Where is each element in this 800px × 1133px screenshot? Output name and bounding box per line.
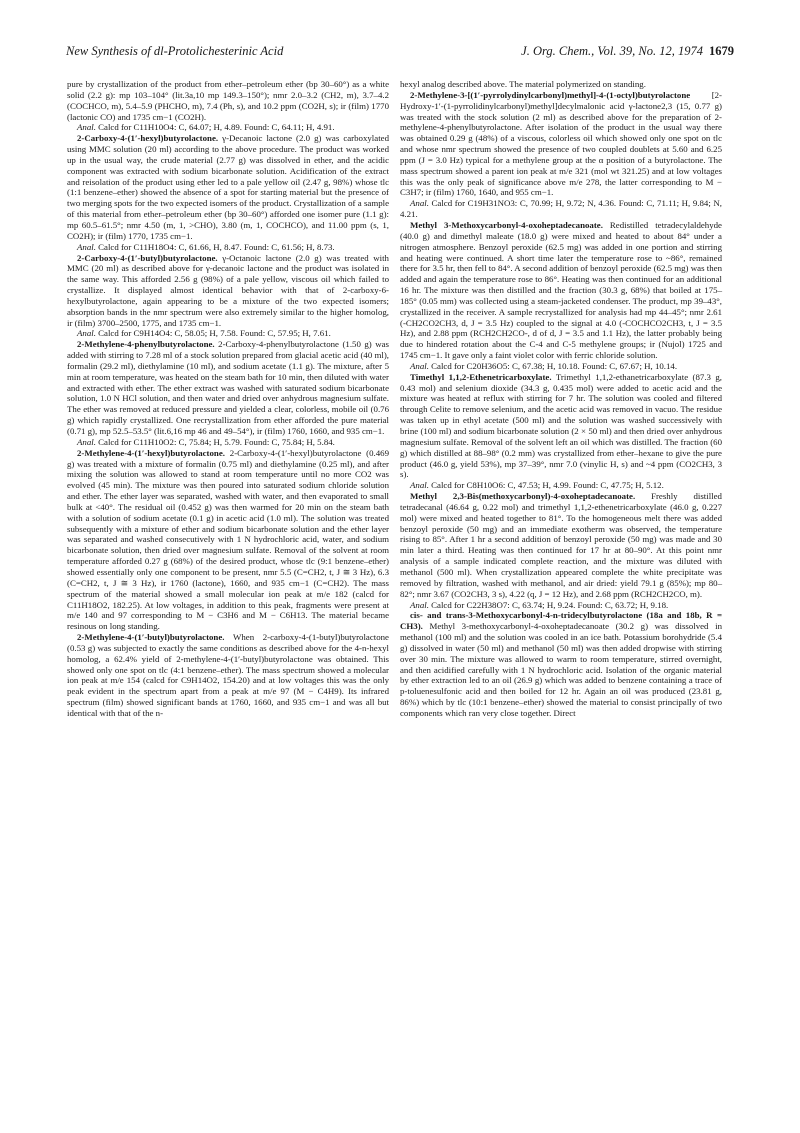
analysis-text: Calcd for C8H10O6: C, 47.53; H, 4.99. Found: C, 47.75; H, 5.12. [431, 480, 664, 491]
procedure-text: Trimethyl 1,1,2-ethanetricarboxylate (87.3 g, 0.43 mol) and selenium dioxide (34.3 g, 0.435 mol) were added to acetic acid and the mixture was heated at reflux with stirring for 7 hr. The solution was cooled and filtered through Celite to remove selenium, and the acetic acid was removed in vacuo. The residue was taken up in ethyl acetate (500 ml) and the solution was washed successively with brine (100 ml) and sodium bicarbonate solution (2 × 50 ml) and then dried over anhydrous magnesium sulfate. Removal of the solvent left an oil which was distilled. The fraction (60 g) which distilled at 88–98° (0.2 mm) was crystallized from ether–hexane to give the pure product (46.0 g, yield 53%), mp 37–39°, nmr 7.0 (vinylic H, s) and ~4 ppm (CO2CH3, 3 s). [400, 371, 722, 480]
right-column [400, 79, 722, 719]
section-paragraph [67, 632, 389, 719]
analysis-text: Calcd for C11H10O4: C, 64.07; H, 4.89. Found: C, 64.11; H, 4.91. [98, 122, 335, 133]
compound-heading: 2-Carboxy-4-(1′-hexyl)butyrolactone. [77, 133, 219, 144]
compound-heading: 2-Methylene-4-(1′-hexyl)butyrolactone. [77, 447, 225, 458]
analysis-label: Anal. [77, 122, 96, 133]
procedure-text: When 2-carboxy-4-(1-butyl)butyrolactone (0.53 g) was subjected to exactly the same conditions as described above for the 4-n-hexyl homolog, a 62.4% yield of 2-methylene-4-(1′-butyl)butyrolactone was obtained. This showed only one spot on tlc (4:1 benzene–ether). The mass spectrum showed a molecular ion peak at m/e 154 (calcd for C9H14O2, 154.20) and at low voltages this was the only peak evident in the spectrum apart from a peak at m/e 97 (M − C4H9). Its infrared spectrum (film) showed significant bands at 1760, 1660, and 935 cm−1 and was all but identical with that of the n- [67, 632, 389, 718]
paragraph-text: pure by crystallization of the product from ether–petroleum ether (bp 30–60°) as a white solid (2.2 g): mp 103–104° (lit.3a,10 mp 149.3–150°); nmr 2.0–3.2 (CH2, m), 3.7–4.2 (COCHCO, m), 5.4–5.9 (PHCHO, m), 7.4 (Ph, s), and 10.2 ppm (CO2H, s); ir (film) 1770 (lactonic CO) and 1735 cm−1 (CO2H). [67, 79, 389, 122]
section-paragraph [67, 253, 389, 329]
analysis-label: Anal. [77, 328, 96, 339]
compound-heading: Timethyl 1,1,2-Ethenetricarboxylate. [410, 371, 552, 382]
section-paragraph [400, 220, 722, 361]
analysis-label: Anal. [410, 198, 429, 209]
analysis-label: Anal. [410, 599, 429, 610]
analysis-label: Anal. [77, 241, 96, 252]
analysis-text: Calcd for C11H10O2: C, 75.84; H, 5.79. Found: C, 75.84; H, 5.84. [98, 436, 335, 447]
procedure-text: 2-Carboxy-4-phenylbutyrolactone (1.50 g) was added with stirring to 7.28 ml of a stock solution prepared from glacial acetic acid (40 ml), formalin (29.2 ml), diethylamine (10 ml), and sodium acetate (1.1 g). The mixture, after 5 min at room temperature, was heated on the steam bath for 10 min, then diluted with water and extracted with ether. The ether extract was washed with saturated sodium bicarbonate solution, 1.0 N HCl solution, and then water and dried over anhydrous magnesium sulfate. The ether was removed at reduced pressure and yielded a clear, colorless, mobile oil (0.76 g) which rapidly crystallized. One recrystallization from ether afforded the pure material (0.71 g), mp 52.5–53.5° (lit.6,16 mp 46 and 49–54°), ir (film) 1760, 1660, and 935 cm−1. [67, 339, 389, 436]
procedure-text: 2-Carboxy-4-(1′-hexyl)butyrolactone (0.469 g) was treated with a mixture of formalin (0.75 ml) and diethylamine (0.25 ml), and after mixing the solution was allowed to stand at room temperature until no more CO2 was evolved (45 min). The mixture was then poured into saturated sodium chloride solution and ether. The ether layer was separated, washed with water, and then evaporated to small bulk at <40°. The residual oil (0.452 g) was then warmed for 20 min on the steam bath with a solution of sodium acetate (0.1 g) in acetic acid (1.0 ml). The solution was treated subsequently with a mixture of ether and sodium bicarbonate solution and the ether layer was separated and washed consecutively with 1 N hydrochloric acid, water, and sodium bicarbonate solution, then dried over magnesium sulfate. Removal of the solvent at room temperature afforded 0.27 g (68%) of the desired product, whose tlc (9:1 benzene–ether) showed essentially only one component to be present, nmr 5.5 (C=CH2, t, J ≅ 3 Hz), 6.3 (C=CH2, t, J ≅ 3 Hz), ir 1760 (lactone), 1660, and 935 cm−1 (C=CH2). The mass spectrum of the material showed a small molecular ion peak at m/e 182 (calcd for C11H18O2, 182.25). At low voltages, in addition to this peak, fragments were present at m/e 140 and 97 corresponding to M − C3H6 and M − C6H13. The material became resinous on long standing. [67, 447, 389, 632]
article-title: New Synthesis of dl-Protolichesterinic Acid [66, 44, 284, 58]
paragraph-text: hexyl analog described above. The material polymerized on standing. [400, 79, 646, 89]
section-paragraph [67, 339, 389, 437]
section-paragraph [67, 133, 389, 241]
page-number: 1679 [709, 44, 734, 58]
compound-heading: 2-Carboxy-4-(1′-butyl)butyrolactone. [77, 252, 218, 263]
analysis-text: Calcd for C19H31NO3: C, 70.99; H, 9.72; N, 4.36. Found: C, 71.11; H, 9.84; N, 4.21. [400, 198, 722, 220]
analysis-label: Anal. [410, 360, 429, 371]
procedure-text: Freshly distilled tetradecanal (46.64 g, 0.22 mol) and trimethyl 1,1,2-ethenetricarboxylate (46.0 g, 0.227 mol) were mixed and heated together to 81°. To the homogeneous melt there was added benzoyl peroxide (50 mg) and an immediate exotherm was observed, the temperature rising to 85°. After 1 hr a second addition of benzoyl peroxide (50 mg) was made and 30 min later a third. Heating was then continued for 17 hr at 80–90°. At this point nmr analysis of a sample indicated complete reaction, and the mixture was diluted with methanol (500 ml). When crystallization appeared complete the white precipitate was removed by filtration, washed with methanol, and air dried: yield 79.1 g (85%); mp 80–82°; nmr 3.67 (CO2CH3, 3 s), 4.22 (q, J = 12 Hz), and 2.68 ppm (RCH2CH2CO, m). [400, 491, 722, 599]
analysis-text: Calcd for C11H18O4: C, 61.66, H, 8.47. Found: C, 61.56; H, 8.73. [98, 241, 335, 252]
compound-heading: Methyl 2,3-Bis(methoxycarbonyl)-4-oxoheptadecanoate. [410, 491, 636, 502]
analysis-paragraph [67, 122, 389, 133]
journal-name: J. Org. Chem., Vol. 39, No. 12, 1974 [521, 44, 703, 58]
compound-heading: 2-Methylene-4-(1′-butyl)butyrolactone. [77, 632, 225, 643]
journal-citation [521, 44, 734, 59]
analysis-text: Calcd for C22H38O7: C, 63.74; H, 9.24. Found: C, 63.72; H, 9.18. [431, 599, 669, 610]
procedure-text: Redistilled tetradecylaldehyde (40.0 g) and dimethyl maleate (18.0 g) were mixed and heated to about 84° under a nitrogen atmosphere. Benzoyl peroxide (62.5 mg) was added in one portion and stirring and heating were continued. A short time later the temperature rose to ~86°, remained there for 3.5 hr, then fell to 84°. A second addition of benzoyl peroxide (62.5 mg) was then added and again the temperature rose to 86°. Heating was then continued for an additional 16 hr. The mixture was then distilled and the fraction (30.3 g, 68%) that boiled at 175–185° (0.05 mm) was collected using a steam-jacketed condenser. The product, mp 39–43°, crystallized in the receiver. A sample recrystallized for analysis had mp 44–45°; nmr 2.61 (-CH2CO2CH3, d, J = 3.5 Hz) coupled to the signal at 4.0 (-COCHCO2CH3, t, J = 3.5 Hz), and 2.88 ppm (RCH2CH2CO-, d of d, J = 3.5 and 1.1 Hz), the latter probably being due to hindered rotation about the C-4 and C-5 methylene groups; ir (Nujol) 1725 and 1745 cm−1. It gave only a faint violet color with ferric chloride solution. [400, 219, 722, 361]
compound-heading: 2-Methylene-3-[(1′-pyrrolydinylcarbonyl)methyl]-4-(1-octyl)butyrolactone [410, 89, 691, 100]
paragraph-continuation [67, 79, 389, 122]
analysis-label: Anal. [77, 436, 96, 447]
analysis-paragraph [67, 242, 389, 253]
procedure-text: γ-Decanoic lactone (2.0 g) was carboxylated using MMC solution (20 ml) according to the above procedure. The product was worked up in the usual way, the crude material (2.77 g) was dissolved in ether, and the acidic component was extracted with sodium bicarbonate solution. Acidification of the extract and reisolation of the product using ether led to a pale yellow oil (2.47 g, 98%) whose tlc (1:1 benzene–ether) showed the absence of a spot for starting material but the presence of two merging spots for the two expected isomers of the product. Crystallization of a sample of this material from ether–petroleum ether (bp 30–60°) afforded one isomer pure (1.1 g): mp 60.5–61.5°; nmr 4.50 (m, 1, >CHO), 3.80 (m, 1, COCHCO), and 11.00 ppm (s, 1, CO2H); ir (film) 1770, 1735 cm−1. [67, 133, 389, 241]
compound-heading: 2-Methylene-4-phenylbutyrolactone. [77, 339, 215, 350]
analysis-paragraph [400, 198, 722, 220]
procedure-text: γ-Octanoic lactone (2.0 g) was treated with MMC (20 ml) as described above for γ-decanoic lactone and the product was isolated in the same way. This afforded 2.56 g (98%) of a pale yellow, viscous oil which failed to crystallize. It displayed almost identical behavior with that of 2-carboxy-6-hexylbutyrolactone, again appearing to be a mixture of the two expected isomers; absorption bands in the nmr spectrum were also extremely similar to the higher homolog, ir (film) 3700–2500, 1775, and 1735 cm−1. [67, 252, 389, 328]
analysis-paragraph [67, 437, 389, 448]
analysis-paragraph [400, 480, 722, 491]
left-column [67, 79, 389, 719]
running-header [66, 44, 734, 62]
section-paragraph [400, 372, 722, 480]
analysis-paragraph [400, 600, 722, 611]
procedure-text: Methyl 3-methoxycarbonyl-4-oxoheptadecanoate (30.2 g) was dissolved in methanol (100 ml) and the solution was cooled in an ice bath. Potassium borohydride (5.4 g) dissolved in water (50 ml) and methanol (50 ml) was then added dropwise with stirring over 30 min. The mixture was allowed to warm to room temperature, stirred overnight, and then acidified carefully with 1 N hydrochloric acid. Isolation of the organic material by ether extraction led to an oil (26.9 g) which was added to benzene containing a trace of p-toluenesulfonic acid and then boiled for 12 hr. Again an oil was produced (23.81 g, 86%) which by tlc (10:1 benzene–ether) showed the material to consist principally of two components which ran very close together. Direct [400, 621, 722, 718]
paragraph-continuation [400, 79, 722, 90]
analysis-label: Anal. [410, 480, 429, 491]
section-paragraph [67, 448, 389, 632]
analysis-paragraph [400, 361, 722, 372]
analysis-text: Calcd for C20H36O5: C, 67.38; H, 10.18. Found: C, 67.67; H, 10.14. [431, 360, 678, 371]
section-paragraph [400, 491, 722, 599]
section-paragraph [400, 90, 722, 198]
analysis-text: Calcd for C9H14O4: C, 58.05; H, 7.58. Found: C, 57.95; H, 7.61. [98, 328, 331, 339]
analysis-paragraph [67, 328, 389, 339]
compound-heading: cis- and trans-3-Methoxycarbonyl-4-n-tridecylbutyrolactone (18a and 18b, R = CH3). [400, 610, 722, 632]
compound-heading: Methyl 3-Methoxycarbonyl-4-oxoheptadecanoate. [410, 219, 603, 230]
section-paragraph [400, 610, 722, 718]
procedure-text: [2-Hydroxy-1′-(1-pyrrolidinylcarbonyl)methyl]decylmalonic acid γ-lactone2,3 (15, 0.77 g) was treated with the stock solution (2 ml) as described above for the preparation of 2-methylene-4-phenylbutyrolactone. After isolation of the product in the usual way there was obtained 0.29 g (48%) of a viscous, colorless oil which showed only one spot on tlc and whose nmr spectrum showed the presence of two coupled doublets at 5.60 and 6.25 ppm (J = 3.0 Hz) typical for a methylene group at the α position of a butyrolactone. The mass spectrum showed a parent ion peak at m/e 321 (mol wt 321.25) and at low voltages this was the only peak of significance above m/e 278, the latter corresponding to M − C3H7; ir (film) 1760, 1640, and 955 cm−1. [400, 89, 722, 198]
